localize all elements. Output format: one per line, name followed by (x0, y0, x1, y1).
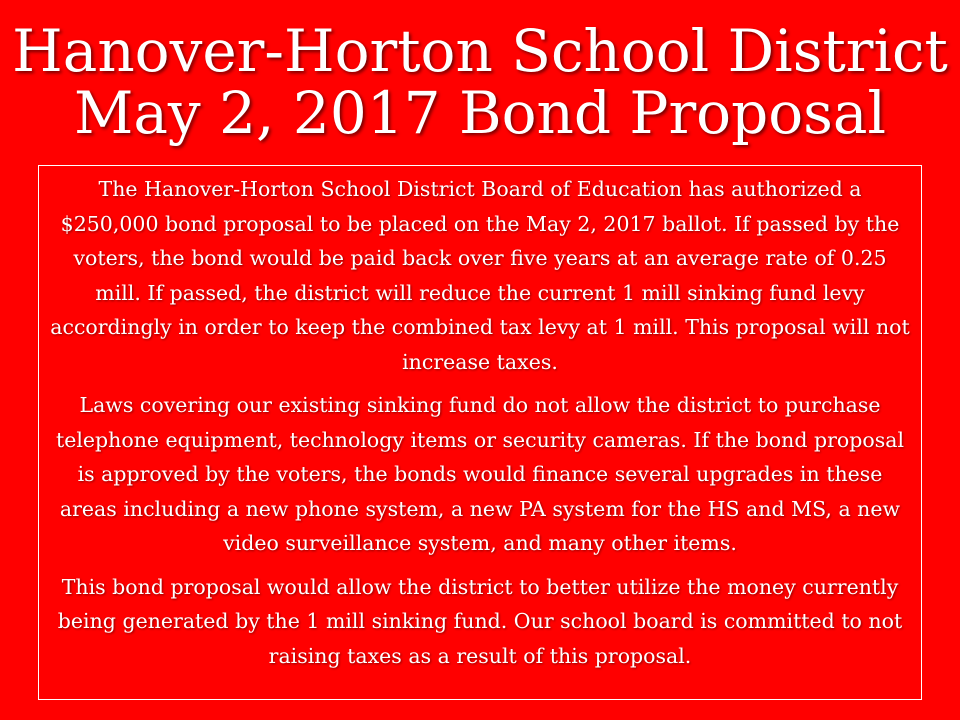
slide-title (0, 17, 960, 147)
content-box (38, 165, 922, 700)
paragraph-tax-commitment: This bond proposal would allow the district to better utilize the money currently being generated by the 1 mill sinking fund. Our school board is committed to not raising taxes as a result of this proposal. (57, 574, 903, 668)
paragraph-sinking-fund-limits: Laws covering our existing sinking fund do not allow the district to purchase telephone equipment, technology items or security cameras. If the bond proposal is approved by the voters, the bonds would finance several upgrades in these areas including a new phone system, a new PA system for the HS and MS, a new video surveillance system, and many other items. (55, 393, 905, 555)
paragraph-bond-authorization: The Hanover-Horton School District Board of Education has authorized a $250,000 bond proposal to be placed on the May 2, 2017 ballot. If passed by the voters, the bond would be paid back over five years at an average rate of 0.25 mill. If passed, the district will reduce the current 1 mill sinking fund levy accordingly in order to keep the combined tax levy at 1 mill. This proposal will not increase taxes. (50, 177, 910, 374)
title-line-proposal: May 2, 2017 Bond Proposal (73, 79, 887, 147)
title-line-district: Hanover-Horton School District (12, 17, 948, 85)
